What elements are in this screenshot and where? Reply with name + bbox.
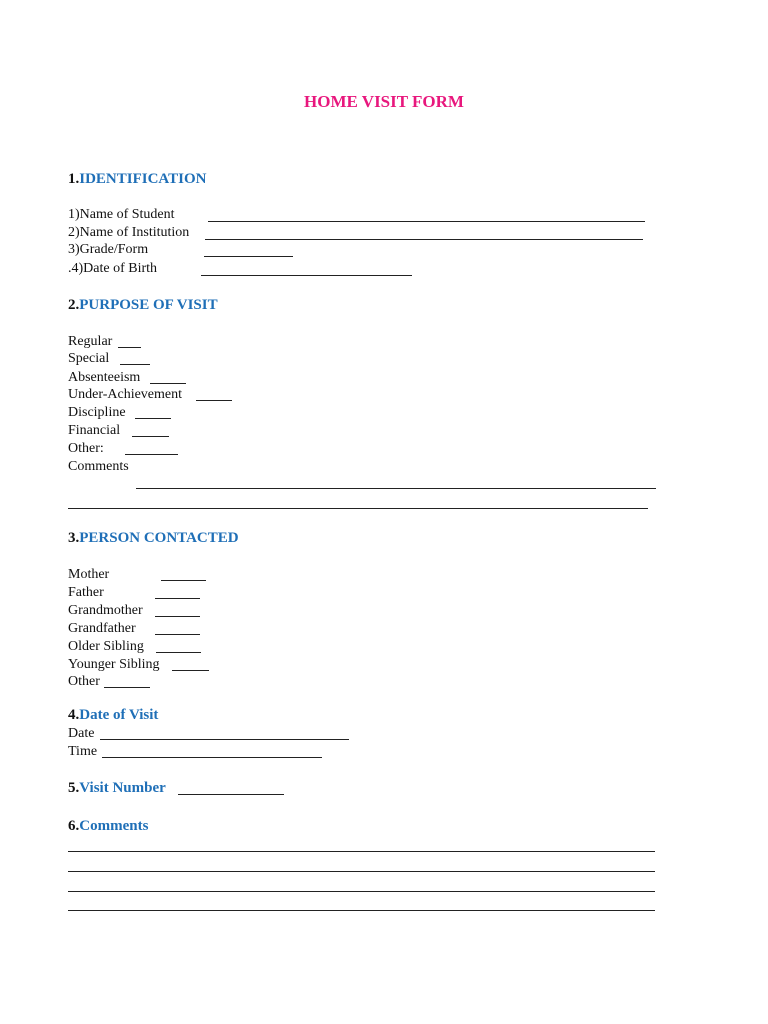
person-grandfather-blank[interactable] [155, 634, 200, 635]
person-younger-sibling-label: Younger Sibling [68, 657, 160, 672]
purpose-under-achievement-blank[interactable] [196, 400, 232, 401]
purpose-comments-label: Comments [68, 459, 129, 474]
section-heading-text: Comments [79, 818, 149, 834]
section-heading-text: Visit Number [79, 780, 166, 796]
section-visit-number-heading [68, 779, 166, 797]
purpose-comments-line-2[interactable] [68, 508, 648, 509]
purpose-financial-blank[interactable] [132, 436, 169, 437]
field-label-name-of-institution: 2)Name of Institution [68, 225, 190, 240]
purpose-special-blank[interactable] [120, 364, 150, 365]
person-grandfather-label: Grandfather [68, 621, 136, 636]
section-identification-heading [68, 170, 207, 188]
section-number: 2. [68, 297, 80, 313]
section-heading-text: IDENTIFICATION [79, 171, 207, 187]
purpose-comments-line-1[interactable] [136, 488, 656, 489]
person-older-sibling-blank[interactable] [156, 652, 201, 653]
person-older-sibling-label: Older Sibling [68, 639, 144, 654]
purpose-regular-blank[interactable] [118, 347, 141, 348]
person-other-blank[interactable] [104, 687, 150, 688]
visit-time-blank[interactable] [102, 757, 322, 758]
purpose-absenteeism-label: Absenteeism [68, 370, 141, 385]
purpose-discipline-blank[interactable] [135, 418, 171, 419]
section-number: 4. [68, 707, 80, 723]
field-label-grade-form: 3)Grade/Form [68, 242, 149, 257]
grade-form-blank[interactable] [204, 256, 293, 257]
name-of-student-blank[interactable] [208, 221, 645, 222]
field-label-date-of-birth: .4)Date of Birth [68, 261, 158, 276]
comments-line-1[interactable] [68, 851, 655, 852]
purpose-absenteeism-blank[interactable] [150, 383, 186, 384]
comments-line-2[interactable] [68, 871, 655, 872]
section-number: 1. [68, 171, 80, 187]
section-purpose-heading [68, 296, 218, 314]
section-number: 6. [68, 818, 80, 834]
purpose-financial-label: Financial [68, 423, 121, 438]
comments-line-3[interactable] [68, 891, 655, 892]
section-heading-text: PURPOSE OF VISIT [79, 297, 218, 313]
visit-time-label: Time [68, 744, 98, 759]
person-younger-sibling-blank[interactable] [172, 670, 209, 671]
visit-date-blank[interactable] [100, 739, 349, 740]
section-comments-heading [68, 817, 148, 835]
purpose-discipline-label: Discipline [68, 405, 126, 420]
purpose-special-label: Special [68, 351, 110, 366]
date-of-birth-blank[interactable] [201, 275, 412, 276]
person-father-label: Father [68, 585, 104, 600]
purpose-other-blank[interactable] [125, 454, 178, 455]
visit-number-blank[interactable] [178, 794, 284, 795]
purpose-other-label: Other: [68, 441, 104, 456]
section-heading-text: PERSON CONTACTED [79, 530, 239, 546]
name-of-institution-blank[interactable] [205, 239, 643, 240]
purpose-under-achievement-label: Under-Achievement [68, 387, 183, 402]
person-grandmother-label: Grandmother [68, 603, 143, 618]
purpose-regular-label: Regular [68, 334, 113, 349]
person-father-blank[interactable] [155, 598, 200, 599]
person-mother-label: Mother [68, 567, 110, 582]
section-date-of-visit-heading [68, 706, 158, 724]
person-grandmother-blank[interactable] [155, 616, 200, 617]
section-heading-text: Date of Visit [79, 707, 159, 723]
section-person-contacted-heading [68, 529, 239, 547]
visit-date-label: Date [68, 726, 95, 741]
field-label-name-of-student: 1)Name of Student [68, 207, 175, 222]
comments-line-4[interactable] [68, 910, 655, 911]
section-number: 3. [68, 530, 80, 546]
form-title: HOME VISIT FORM [304, 92, 464, 111]
person-mother-blank[interactable] [161, 580, 206, 581]
person-other-label: Other [68, 674, 100, 689]
section-number: 5. [68, 780, 80, 796]
